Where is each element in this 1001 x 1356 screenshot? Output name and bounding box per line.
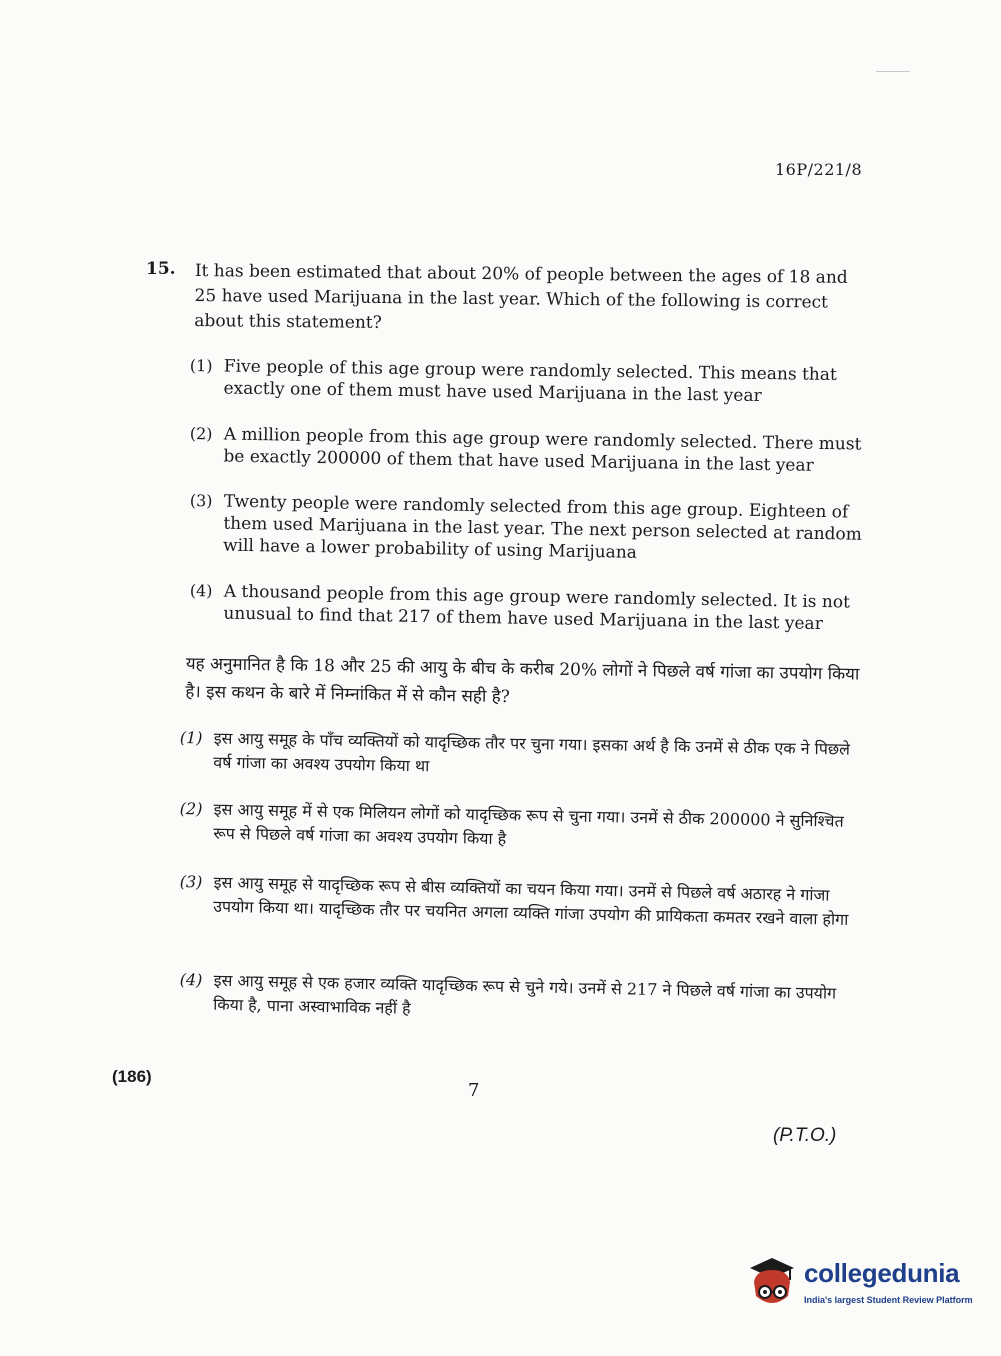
booklet-code: (186): [112, 1067, 152, 1086]
page-code: 16P/221/8: [775, 160, 863, 179]
option-number: (3): [179, 871, 203, 892]
collegedunia-logo[interactable]: [742, 1250, 982, 1320]
option-1-hindi: [179, 726, 855, 786]
option-3-hindi: [179, 870, 855, 932]
option-number: (4): [189, 580, 213, 601]
option-text: Twenty people were randomly selected from this age group. Eighteen of them used Marijuana in the last year. The next person selected at random will have a lower probability of using Marijuana: [222, 491, 863, 563]
option-text: इस आयु समूह के पाँच व्यक्तियों को यादृच्छिक तौर पर चुना गया। इसका अर्थ है कि उनमें से ठीक एक ने पिछले वर्ष गांजा का अवश्य उपयोग किया था: [213, 728, 851, 776]
logo-wordmark: collegedunia: [804, 1258, 960, 1288]
question-stem-hindi: यह अनुमानित है कि 18 और 25 की आयु के बीच के करीब 20% लोगों ने पिछले वर्ष गांजा का उपयोग किया है। इस कथन के बारे में निम्नांकित में से कौन सही है?: [185, 653, 860, 708]
option-3-english: [189, 490, 865, 568]
option-2-english: [189, 423, 865, 478]
option-4-hindi: [179, 968, 855, 1030]
mascot-icon: [742, 1252, 802, 1316]
option-number: (1): [189, 355, 213, 376]
option-text: इस आयु समूह में से एक मिलियन लोगों को यादृच्छिक रूप से चुना गया। उनमें से ठीक 200000 ने सुनिश्चित रूप से पिछले वर्ष गांजा का अवश्य उपयोग किया है: [213, 799, 844, 849]
option-2-hindi: [179, 797, 855, 858]
option-number: (4): [179, 969, 203, 990]
logo-tagline: India's largest Student Review Platform: [804, 1295, 973, 1305]
option-text: A million people from this age group were randomly selected. There must be exactly 200000 of them that have used Marijuana in the last year: [223, 424, 862, 476]
question-number: 15.: [146, 259, 176, 279]
question-stem-english: It has been estimated that about 20% of people between the ages of 18 and 25 have used Marijuana in the last year. Which of the following is correct about this statement?: [194, 260, 848, 333]
option-number: (3): [189, 490, 213, 511]
option-number: (2): [189, 423, 213, 444]
option-1-english: [189, 355, 865, 408]
please-turn-over: (P.T.O.): [773, 1125, 837, 1146]
option-text: इस आयु समूह से यादृच्छिक रूप से बीस व्यक्तियों का चयन किया गया। उनमें से पिछले वर्ष अठारह ने गांजा उपयोग किया था। यादृच्छिक तौर पर चयनित अगला व्यक्ति गांजा उपयोग की प्रायिकता कमतर रखने वाला होगा: [213, 872, 849, 930]
option-4-english: [189, 580, 865, 636]
option-text: A thousand people from this age group were randomly selected. It is not unusual to find that 217 of them have used Marijuana in the last year: [223, 581, 851, 635]
option-number: (2): [179, 798, 203, 819]
scan-mark: [876, 71, 910, 72]
option-text: Five people of this age group were randomly selected. This means that exactly one of them must have used Marijuana in the last year: [223, 356, 837, 406]
option-text: इस आयु समूह से एक हजार व्यक्ति यादृच्छिक रूप से चुने गये। उनमें से 217 ने पिछले वर्ष गांजा का उपयोग किया है, पाना अस्वाभाविक नहीं है: [213, 970, 837, 1018]
option-number: (1): [179, 727, 203, 748]
page-number: 7: [468, 1080, 480, 1101]
